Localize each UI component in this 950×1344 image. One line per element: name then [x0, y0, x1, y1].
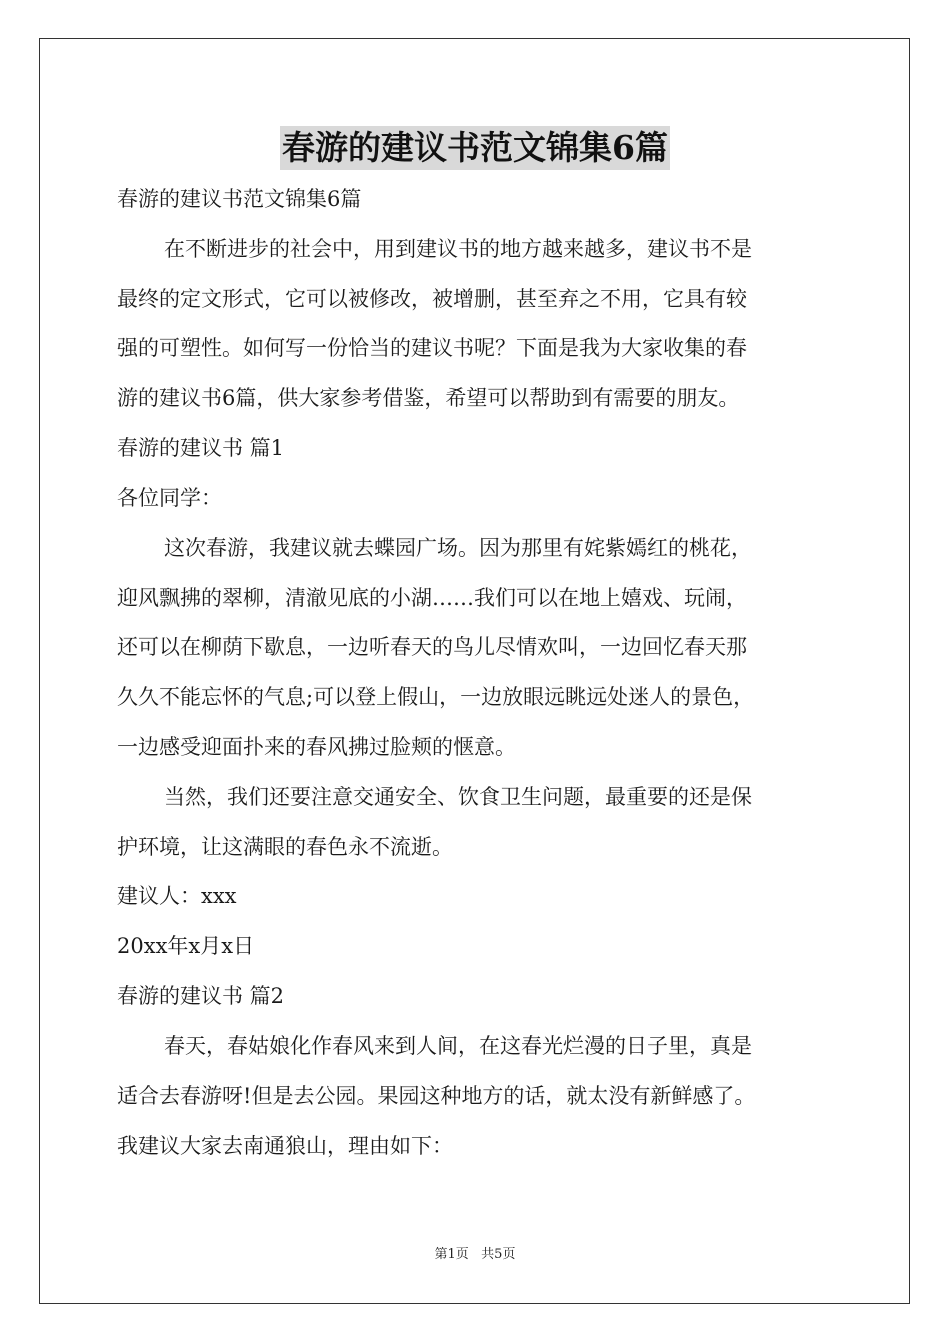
paragraph-line: 最终的定文形式，它可以被修改，被增删，甚至弃之不用，它具有较	[117, 287, 747, 311]
subtitle-line: 春游的建议书范文锦集6篇	[117, 187, 362, 211]
date-line: 20xx年x月x日	[117, 934, 255, 958]
document-title: 春游的建议书范文锦集6篇	[280, 126, 670, 170]
paragraph-line: 强的可塑性。如何写一份恰当的建议书呢？下面是我为大家收集的春	[117, 336, 747, 360]
title-container	[0, 126, 950, 170]
paragraph-line: 游的建议书6篇，供大家参考借鉴，希望可以帮助到有需要的朋友。	[117, 386, 740, 410]
salutation: 各位同学：	[117, 486, 222, 510]
paragraph-line: 当然，我们还要注意交通安全、饮食卫生问题，最重要的还是保	[164, 785, 752, 809]
page-border	[39, 38, 910, 1304]
paragraph-line: 适合去春游呀!但是去公园。果园这种地方的话，就太没有新鲜感了。	[117, 1084, 756, 1108]
paragraph-line: 护环境，让这满眼的春色永不流逝。	[117, 835, 453, 859]
paragraph-line: 久久不能忘怀的气息;可以登上假山，一边放眼远眺远处迷人的景色，	[117, 685, 755, 709]
paragraph-line: 春天，春姑娘化作春风来到人间，在这春光烂漫的日子里，真是	[164, 1034, 752, 1058]
paragraph-line: 一边感受迎面扑来的春风拂过脸颊的惬意。	[117, 735, 516, 759]
paragraph-line: 在不断进步的社会中，用到建议书的地方越来越多，建议书不是	[164, 237, 752, 261]
signature-line: 建议人：xxx	[117, 884, 237, 908]
section-heading: 春游的建议书 篇1	[117, 436, 285, 460]
section-heading: 春游的建议书 篇2	[117, 984, 285, 1008]
paragraph-line: 这次春游，我建议就去蝶园广场。因为那里有姹紫嫣红的桃花，	[164, 536, 752, 560]
paragraph-line: 还可以在柳荫下歇息，一边听春天的鸟儿尽情欢叫，一边回忆春天那	[117, 635, 747, 659]
page-footer: 第1页 共5页	[434, 1247, 516, 1262]
paragraph-line: 我建议大家去南通狼山，理由如下：	[117, 1134, 453, 1158]
paragraph-line: 迎风飘拂的翠柳，清澈见底的小湖……我们可以在地上嬉戏、玩闹，	[117, 586, 747, 610]
